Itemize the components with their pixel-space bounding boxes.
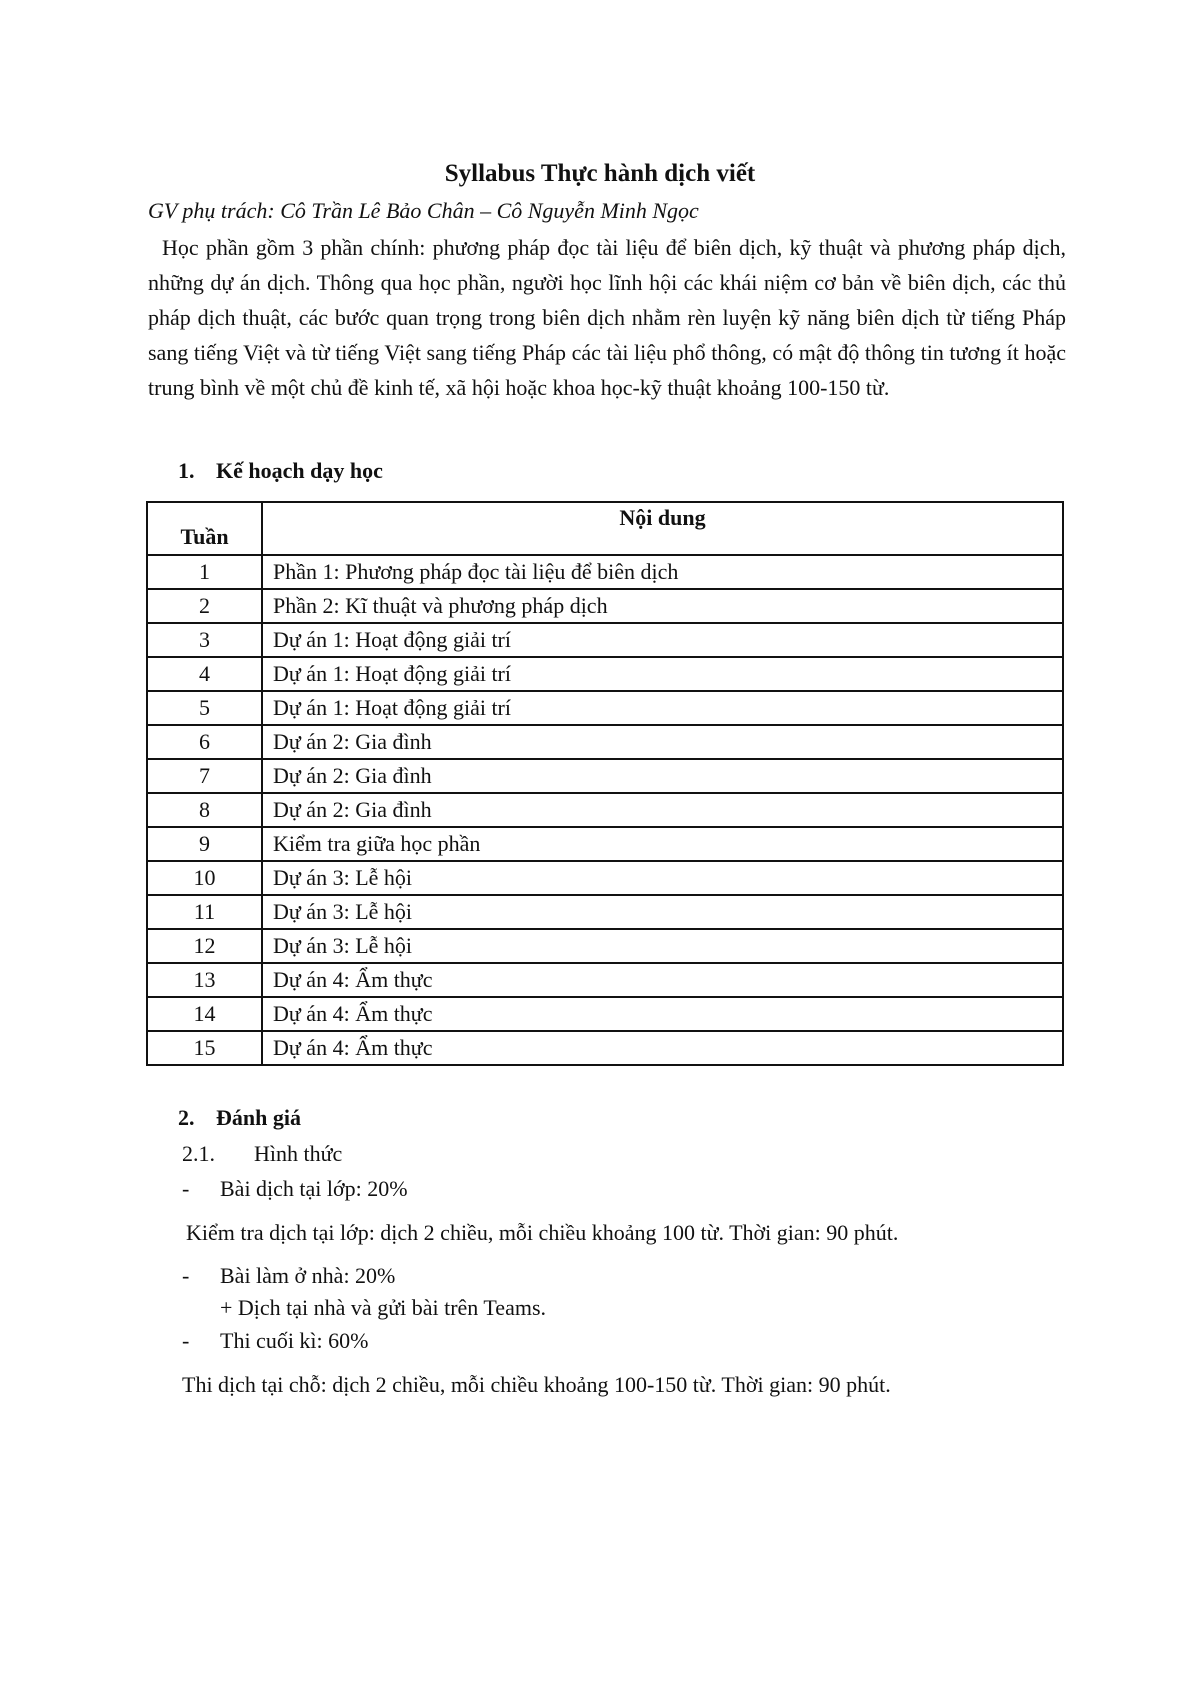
table-row <box>147 657 1063 691</box>
table-row <box>147 1031 1063 1065</box>
week-cell: 12 <box>147 929 262 963</box>
table-row <box>147 827 1063 861</box>
content-cell: Dự án 4: Ẩm thực <box>262 997 1063 1031</box>
document-title: Syllabus Thực hành dịch viết <box>444 160 756 187</box>
content-cell: Dự án 1: Hoạt động giải trí <box>262 657 1063 691</box>
content-cell: Dự án 1: Hoạt động giải trí <box>262 691 1063 725</box>
week-cell: 15 <box>147 1031 262 1065</box>
content-cell: Phần 2: Kĩ thuật và phương pháp dịch <box>262 589 1063 623</box>
section-1-number: 1. <box>178 458 195 483</box>
week-cell: 1 <box>147 555 262 589</box>
table-row <box>147 589 1063 623</box>
section-1-heading <box>178 456 383 486</box>
section-2-title: Đánh giá <box>216 1105 301 1130</box>
section-1-title: Kế hoạch dạy học <box>216 458 383 483</box>
final-exam-weight: Thi cuối kì: 60% <box>220 1328 369 1353</box>
week-cell: 9 <box>147 827 262 861</box>
table-row <box>147 861 1063 895</box>
week-cell: 14 <box>147 997 262 1031</box>
week-cell: 10 <box>147 861 262 895</box>
content-cell: Dự án 3: Lễ hội <box>262 861 1063 895</box>
table-row <box>147 895 1063 929</box>
week-cell: 11 <box>147 895 262 929</box>
week-cell: 5 <box>147 691 262 725</box>
content-cell: Dự án 4: Ẩm thực <box>262 963 1063 997</box>
week-cell: 8 <box>147 793 262 827</box>
content-cell: Dự án 1: Hoạt động giải trí <box>262 623 1063 657</box>
intro-paragraph: Học phần gồm 3 phần chính: phương pháp đọc tài liệu để biên dịch, kỹ thuật và phương pháp dịch, những dự án dịch. Thông qua học phần, người học lĩnh hội các khái niệm cơ bản về biên dịch, các thủ pháp dịch thuật, các bước quan trọng trong biên dịch nhằm rèn luyện kỹ năng biên dịch từ tiếng Pháp sang tiếng Việt và từ tiếng Việt sang tiếng Pháp các tài liệu phổ thông, có mật độ thông tin tương ít hoặc trung bình về một chủ đề kinh tế, xã hội hoặc khoa học-kỹ thuật khoảng 100-150 từ. <box>148 235 1066 400</box>
content-cell: Dự án 3: Lễ hội <box>262 929 1063 963</box>
list-dash: - <box>182 1263 190 1288</box>
table-row <box>147 759 1063 793</box>
section-2-number: 2. <box>178 1105 195 1130</box>
table-row <box>147 963 1063 997</box>
week-cell: 4 <box>147 657 262 691</box>
list-item <box>182 1174 408 1204</box>
table-row <box>147 725 1063 759</box>
table-row <box>147 793 1063 827</box>
homework-note: + Dịch tại nhà và gửi bài trên Teams. <box>220 1295 547 1320</box>
section-2-heading <box>178 1103 301 1133</box>
header-content: Nội dung <box>262 502 1063 555</box>
week-cell: 2 <box>147 589 262 623</box>
table-row <box>147 623 1063 657</box>
list-item <box>182 1261 395 1291</box>
in-class-note: Kiểm tra dịch tại lớp: dịch 2 chiều, mỗi chiều khoảng 100 từ. Thời gian: 90 phút. <box>186 1220 899 1245</box>
header-week: Tuần <box>147 502 262 555</box>
list-dash: - <box>182 1176 190 1201</box>
subsection-2-1-number: 2.1. <box>182 1141 215 1166</box>
content-cell: Dự án 2: Gia đình <box>262 759 1063 793</box>
content-cell: Kiểm tra giữa học phần <box>262 827 1063 861</box>
week-cell: 13 <box>147 963 262 997</box>
list-item <box>182 1326 368 1356</box>
subsection-2-1-heading <box>182 1139 342 1169</box>
content-cell: Dự án 4: Ẩm thực <box>262 1031 1063 1065</box>
content-cell: Dự án 3: Lễ hội <box>262 895 1063 929</box>
table-row <box>147 555 1063 589</box>
schedule-table <box>146 501 1064 1066</box>
homework-weight: Bài làm ở nhà: 20% <box>220 1263 396 1288</box>
content-cell: Dự án 2: Gia đình <box>262 793 1063 827</box>
schedule-header-row <box>147 502 1063 555</box>
week-cell: 7 <box>147 759 262 793</box>
list-dash: - <box>182 1328 190 1353</box>
table-row <box>147 997 1063 1031</box>
week-cell: 6 <box>147 725 262 759</box>
table-row <box>147 929 1063 963</box>
content-cell: Phần 1: Phương pháp đọc tài liệu để biên dịch <box>262 555 1063 589</box>
content-cell: Dự án 2: Gia đình <box>262 725 1063 759</box>
week-cell: 3 <box>147 623 262 657</box>
table-row <box>147 691 1063 725</box>
subsection-2-1-title: Hình thức <box>254 1141 343 1166</box>
final-exam-note: Thi dịch tại chỗ: dịch 2 chiều, mỗi chiều khoảng 100-150 từ. Thời gian: 90 phút. <box>182 1372 891 1397</box>
in-class-weight: Bài dịch tại lớp: 20% <box>220 1176 408 1201</box>
lecturers-line: GV phụ trách: Cô Trần Lê Bảo Chân – Cô Nguyễn Minh Ngọc <box>148 198 699 223</box>
